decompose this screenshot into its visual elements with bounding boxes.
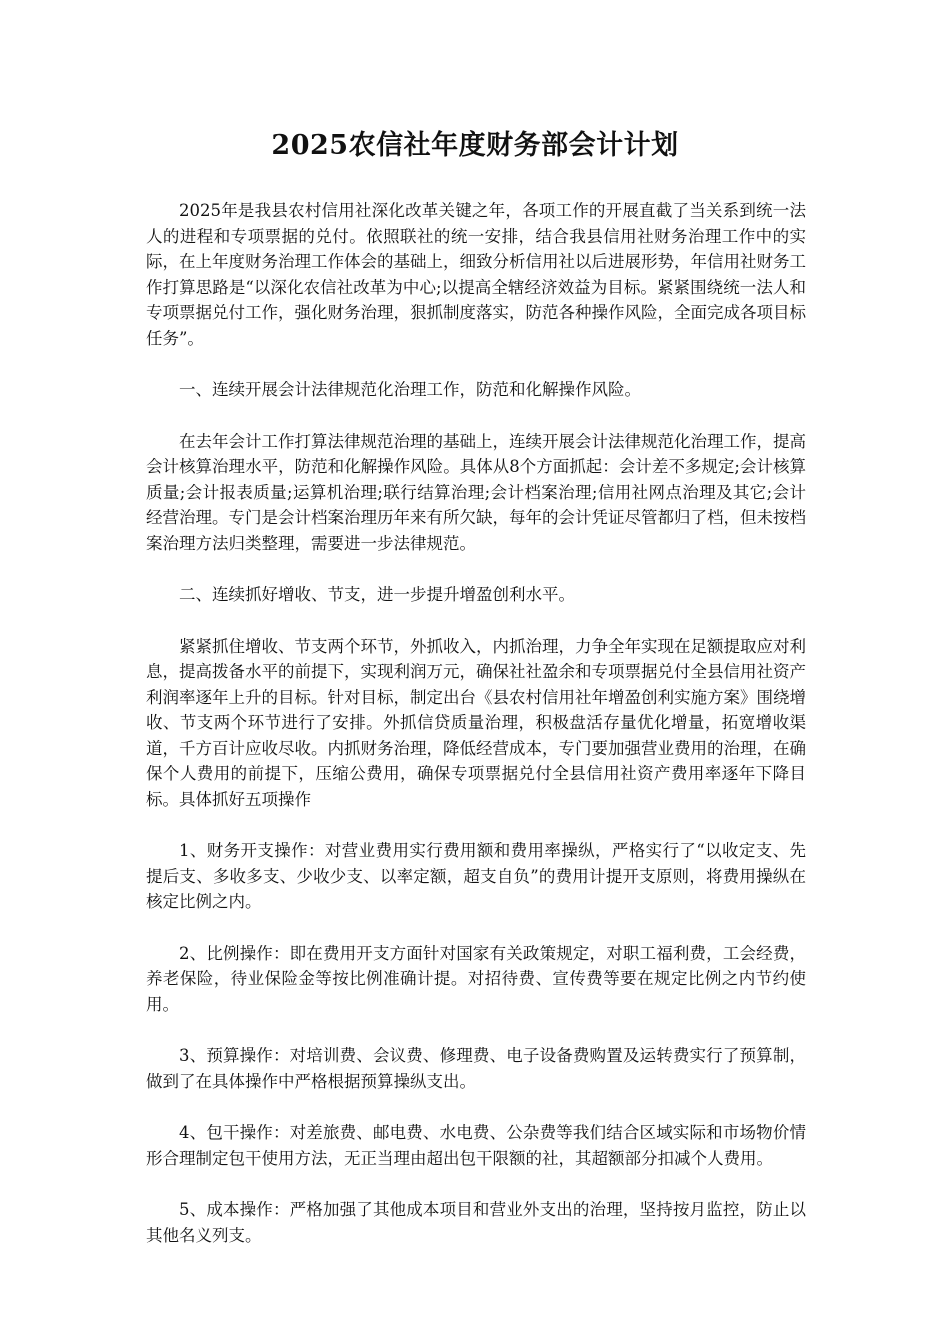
list-item-3: 3、预算操作：对培训费、会议费、修理费、电子设备费购置及运转费实行了预算制，做到了在具体操作中严格根据预算操纵支出。 [146, 1046, 806, 1091]
section-paragraph-2: 紧紧抓住增收、节支两个环节，外抓收入，内抓治理，力争全年实现在足额提取应对利息，提高拨备水平的前提下，实现利润万元，确保社社盈余和专项票据兑付全县信用社资产利润率逐年上升的目标。针对目标，制定出台《县农村信用社年增盈创利实施方案》围绕增收、节支两个环节进行了安排。外抓信贷质量治理，积极盘活存量优化增量，拓宽增收渠道，千方百计应收尽收。内抓财务治理，降低经营成本，专门要加强营业费用的治理，在确保个人费用的前提下，压缩公费用，确保专项票据兑付全县信用社资产费用率逐年下降目标。具体抓好五项操作 [146, 636, 806, 809]
list-item-1: 1、财务开支操作：对营业费用实行费用额和费用率操纵，严格实行了“以收定支、先提后支、多收多支、少收少支、以率定额，超支自负”的费用计提开支原则，将费用操纵在核定比例之内。 [146, 841, 806, 911]
list-item-2: 2、比例操作：即在费用开支方面针对国家有关政策规定，对职工福利费，工会经费，养老保险，待业保险金等按比例准确计提。对招待费、宣传费等要在规定比例之内节约使用。 [146, 943, 806, 1014]
document-body [146, 198, 806, 1274]
intro-paragraph: 2025年是我县农村信用社深化改革关键之年，各项工作的开展直截了当关系到统一法人的进程和专项票据的兑付。依照联社的统一安排，结合我县信用社财务治理工作中的实际，在上年度财务治理工作体会的基础上，细致分析信用社以后进展形势，年信用社财务工作打算思路是“以深化农信社改革为中心;以提高全辖经济效益为目标。紧紧围绕统一法人和专项票据兑付工作，强化财务治理，狠抓制度落实，防范各种操作风险，全面完成各项目标任务”。 [146, 201, 806, 348]
document-title: 2025农信社年度财务部会计计划 [271, 130, 679, 161]
section-paragraph-1: 在去年会计工作打算法律规范治理的基础上，连续开展会计法律规范化治理工作，提高会计核算治理水平，防范和化解操作风险。具体从8个方面抓起：会计差不多规定;会计核算质量;会计报表质量;运算机治理;联行结算治理;会计档案治理;信用社网点治理及其它;会计经营治理。专门是会计档案治理历年来有所欠缺，每年的会计凭证尽管都归了档，但未按档案治理方法归类整理，需要进一步法律规范。 [146, 431, 806, 553]
section-heading-1: 一、连续开展会计法律规范化治理工作，防范和化解操作风险。 [179, 380, 641, 399]
section-heading-2: 二、连续抓好增收、节支，进一步提升增盈创利水平。 [179, 585, 575, 604]
list-item-4: 4、包干操作：对差旅费、邮电费、水电费、公杂费等我们结合区域实际和市场物价情形合理制定包干使用方法，无正当理由超出包干限额的社，其超额部分扣减个人费用。 [146, 1123, 806, 1168]
list-item-5: 5、成本操作：严格加强了其他成本项目和营业外支出的治理，坚持按月监控，防止以其他名义列支。 [146, 1200, 806, 1245]
